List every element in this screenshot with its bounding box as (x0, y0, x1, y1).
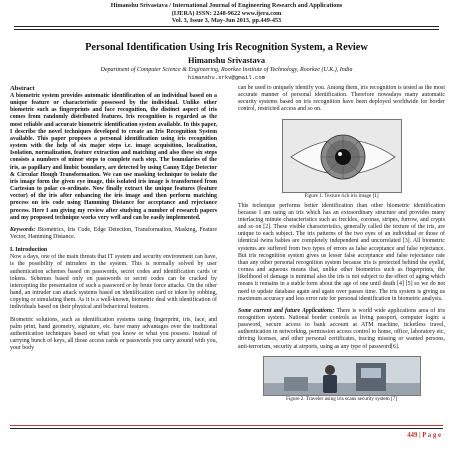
right-paragraph-1: can be used to uniquely identify you. Among them, iris recognition is tested as the most accurate manner of personal identification. Therefore nowadays many automatic security systems based on iris recognition have been deployed worldwide for border control, restricted access and so on. (238, 85, 445, 113)
keywords-label: Keywords: (10, 226, 36, 233)
introduction-paragraph-2: Biometric solutions, such as identification systems using fingerprint, iris, face, and palm print, hand geometry, signature, etc. have many advantages over the traditional authentication techniques based on what you know or what you possess. Instead of carrying bunch of keys, all those access cards or passwords you carry around with you, your body (10, 316, 217, 352)
abstract-text: A biometric system provides automatic identification of an individual based on a unique feature or characteristic possessed by the individual. Unlike other biometric such as fingerprints and face recognition, the distinct aspect of iris comes from randomly distributed features. Iris recognition is regarded as the most reliable and accurate biometric identification system available. In this paper, I describe the novel techniques developed to create an Iris Recognition System available. This paper proposes a personal identification using iris recognition system with the help of six major steps i.e. image acquisition, localization, Isolation, normalization, feature extraction and matching and also these six steps consists a numbers of minor steps to complete each step. The boundaries of the iris, as papillary and limbic boundary, are detected by using Canny Edge Detector & Circular Hough Transformation. We can use masking technique to isolate the iris image form the given eye image, this isolated iris image is transformed from Cartesian to polar co-ordinate. Now finally extract the unique features (feature vector) of the iris after enhancing the iris image and then perform matching process on iris code using Hamming Distance for acceptance and rejectance process. Here I am giving my review after studying a number of research papers and my proposed technique works very well and can be easily implemented. (10, 93, 217, 221)
footer-rule-dark (10, 428, 443, 429)
abstract-heading: Abstract (10, 85, 35, 92)
introduction-paragraph-1: Now a days, one of the main threats that IT system and security environment can have, is the possibility of intruders in the system. This is normally solved by user authentication schemes based on passwords, secret codes and identification cards or tokens. Schemes based only on passwords or secret codes can be cracked by intercepting the presentation of such a password or by brute force attacks. On the other hand, an intruder can attack systems based on identification card or token by robbing, copying or simulating them. As it is a well-known, biometric deal with identification of individuals based on their physical and behavioral features. (10, 254, 217, 311)
author-email: himanshu.srkv@gmail.com (187, 74, 266, 81)
left-column (10, 85, 217, 357)
right-column (238, 85, 445, 406)
page-number: 449 | P a g e (407, 432, 441, 439)
keywords-text: Biometrics, Iris Code, Edge Detection, Transformation, Masking, Feature Vector, Hamming Distance. (10, 226, 217, 240)
introduction-heading: I. Introduction (10, 247, 48, 254)
author-affiliation: Department of Computer Science & Engineering, Roorkee Institute of Technology, Roorkee (U.K.), India (100, 67, 353, 73)
journal-header (0, 2, 453, 25)
iris-eye-illustration (283, 120, 402, 193)
header-rule-bottom (14, 29, 439, 30)
journal-line-2: (IJERA) ISSN: 2248-9622 www.ijera.com (171, 9, 282, 17)
figure-1-iris-image (282, 119, 402, 193)
keywords (10, 227, 217, 241)
author-name: Himanshu Srivastava (187, 56, 266, 65)
journal-line-3: Vol. 3, Issue 3, May-Jun 2013, pp.449-453 (171, 17, 282, 25)
paper-title: Personal Identification Using Iris Recognition System, a Review (85, 42, 368, 53)
right-paragraph-3 (238, 308, 445, 351)
header-rule-top (14, 26, 439, 27)
journal-line-1: Himanshu Srivastava / International Journal of Engineering Research and Applications (110, 2, 343, 9)
figure-2-traveler-scan (263, 356, 421, 396)
figure-2-caption: Figure 2. Traveler using iris scans security system [7] (285, 395, 398, 402)
applications-text: There is world wide applications area of iris recognition system. National border controls as living passport, computer login: a password, secure access to bank account at ATM machine, ticketless travel, authentication in networking, permission access control to home, office, laboratory etc, driving licenses, and other personal certificates, tracing missing or wanted persons, anti-terrorism, security at airports, using as any type of password[6]. (238, 307, 445, 350)
right-paragraph-2: This technique performs better identification than other biometric identification because I am using an iris which has an extraordinary structure and provides many interlacing minute characteristics such as freckles, coronas, stripes, furrow, and crypts and so on [2]. These visible characteristics, generally called the texture of the iris, are unique to each subject. The iris patterns of the two eyes of an individual or those of identical twins babies are completely independent and uncorrelated [3]. All biometric systems are suffered from two types of errors as false acceptance and false rejectance. But iris recognition system gives us lesser false acceptance and false rejectance rate than any other personal recognition system because iris is protected behind the eyelid, cornea and aqueous means that, unlike other biometrics such as fingerprints, the likelihood of damage is minimal also the iris is not subject to the effect of aging which means it remains in a stable form about the age of one until death [4] [5] so we do not need to update database again and again over passes time. The iris system is giving us maximum accuracy and less error rate for personal identification in biometric analysis. (238, 202, 445, 302)
traveler-scan-illustration (264, 357, 421, 396)
applications-heading: Some current and future Applications: (238, 307, 335, 314)
figure-1-caption: Figure 1. Texture rich iris image [1] (304, 192, 379, 199)
footer-rule-red (10, 425, 443, 426)
